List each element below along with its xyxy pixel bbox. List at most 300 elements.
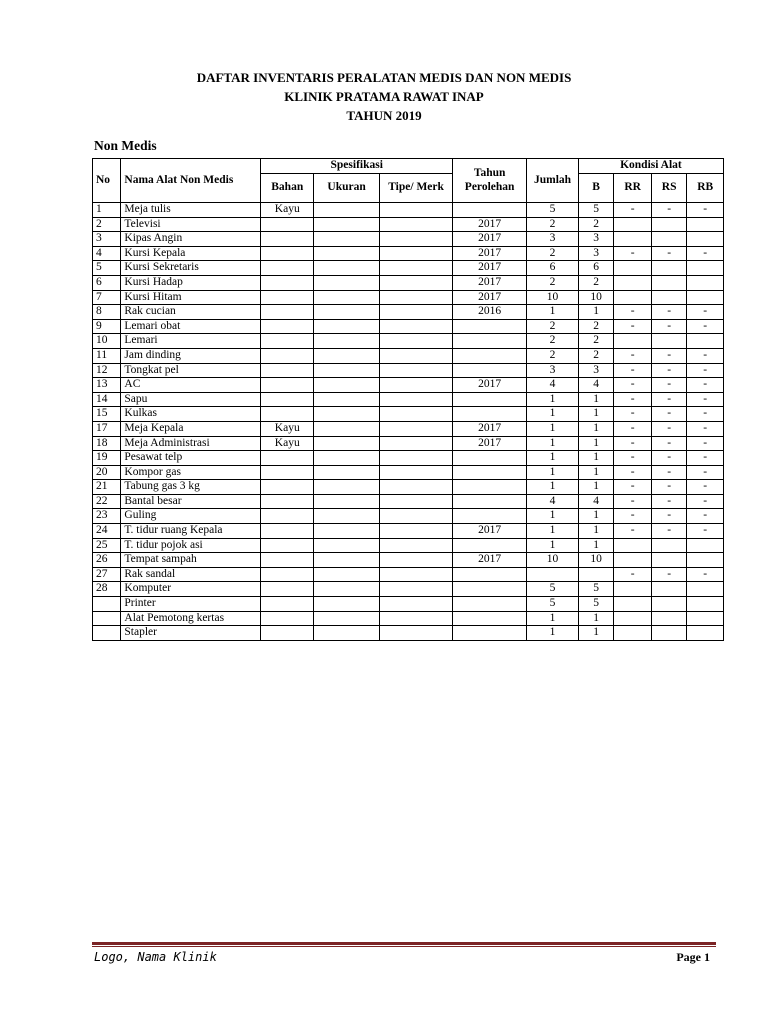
cell-jumlah: 1 — [527, 465, 579, 480]
cell-tahun: 2017 — [453, 290, 527, 305]
cell-jumlah: 10 — [527, 290, 579, 305]
cell-jumlah: 1 — [527, 509, 579, 524]
cell-rb — [687, 217, 724, 232]
table-row — [93, 465, 724, 480]
cell-rs: - — [651, 319, 687, 334]
cell-rr — [614, 626, 652, 641]
header-kondisi: Kondisi Alat — [578, 159, 723, 174]
cell-tipe-merk — [380, 567, 453, 582]
cell-bahan: Kayu — [261, 436, 314, 451]
table-row — [93, 275, 724, 290]
cell-b: 1 — [578, 305, 614, 320]
cell-tahun: 2016 — [453, 305, 527, 320]
cell-tipe-merk — [380, 275, 453, 290]
cell-rs: - — [651, 363, 687, 378]
cell-jumlah: 1 — [527, 626, 579, 641]
cell-no: 5 — [93, 261, 121, 276]
header-jumlah: Jumlah — [527, 159, 579, 203]
cell-tahun — [453, 494, 527, 509]
cell-ukuran — [314, 217, 380, 232]
cell-tipe-merk — [380, 319, 453, 334]
cell-jumlah: 1 — [527, 538, 579, 553]
cell-no: 12 — [93, 363, 121, 378]
header-tipe-merk: Tipe/ Merk — [380, 174, 453, 203]
cell-ukuran — [314, 348, 380, 363]
cell-jumlah: 2 — [527, 217, 579, 232]
cell-bahan — [261, 494, 314, 509]
cell-bahan — [261, 509, 314, 524]
header-rs: RS — [651, 174, 687, 203]
cell-name: Kursi Kepala — [121, 246, 261, 261]
cell-rb: - — [687, 348, 724, 363]
cell-name: Tempat sampah — [121, 553, 261, 568]
cell-bahan — [261, 407, 314, 422]
cell-ukuran — [314, 378, 380, 393]
document-year: TAHUN 2019 — [346, 108, 422, 123]
cell-b: 10 — [578, 290, 614, 305]
cell-bahan — [261, 611, 314, 626]
cell-b: 1 — [578, 392, 614, 407]
cell-tahun — [453, 480, 527, 495]
cell-rs — [651, 582, 687, 597]
cell-b: 1 — [578, 611, 614, 626]
cell-b: 5 — [578, 597, 614, 612]
cell-jumlah: 5 — [527, 597, 579, 612]
document-title: DAFTAR INVENTARIS PERALATAN MEDIS DAN NON MEDIS — [196, 70, 572, 85]
cell-tipe-merk — [380, 203, 453, 218]
table-row — [93, 451, 724, 466]
cell-jumlah: 1 — [527, 611, 579, 626]
cell-jumlah: 1 — [527, 524, 579, 539]
cell-b: 2 — [578, 319, 614, 334]
cell-tipe-merk — [380, 421, 453, 436]
cell-bahan — [261, 538, 314, 553]
cell-jumlah: 3 — [527, 232, 579, 247]
cell-tipe-merk — [380, 407, 453, 422]
cell-no: 18 — [93, 436, 121, 451]
cell-tipe-merk — [380, 392, 453, 407]
cell-rs: - — [651, 451, 687, 466]
cell-name: Tongkat pel — [121, 363, 261, 378]
cell-rr: - — [614, 392, 652, 407]
cell-rr: - — [614, 524, 652, 539]
table-row — [93, 334, 724, 349]
table-row — [93, 553, 724, 568]
cell-no: 20 — [93, 465, 121, 480]
cell-no: 11 — [93, 348, 121, 363]
cell-jumlah: 2 — [527, 334, 579, 349]
cell-ukuran — [314, 334, 380, 349]
cell-tahun — [453, 465, 527, 480]
cell-rr — [614, 275, 652, 290]
cell-bahan — [261, 378, 314, 393]
cell-b: 1 — [578, 436, 614, 451]
cell-rs — [651, 611, 687, 626]
cell-b: 5 — [578, 582, 614, 597]
header-no: No — [93, 159, 121, 203]
cell-ukuran — [314, 538, 380, 553]
cell-rs: - — [651, 407, 687, 422]
cell-tahun: 2017 — [453, 378, 527, 393]
cell-b: 1 — [578, 480, 614, 495]
cell-rs — [651, 275, 687, 290]
cell-tahun — [453, 567, 527, 582]
cell-rr: - — [614, 203, 652, 218]
cell-b: 10 — [578, 553, 614, 568]
cell-no: 9 — [93, 319, 121, 334]
cell-tahun: 2017 — [453, 553, 527, 568]
cell-b: 4 — [578, 378, 614, 393]
cell-name: Guling — [121, 509, 261, 524]
cell-rr: - — [614, 567, 652, 582]
table-row — [93, 392, 724, 407]
cell-bahan — [261, 246, 314, 261]
cell-rb — [687, 611, 724, 626]
cell-tahun — [453, 538, 527, 553]
cell-tipe-merk — [380, 597, 453, 612]
cell-rb — [687, 626, 724, 641]
cell-rr: - — [614, 465, 652, 480]
cell-bahan — [261, 232, 314, 247]
cell-rb: - — [687, 465, 724, 480]
cell-jumlah: 5 — [527, 203, 579, 218]
cell-bahan — [261, 319, 314, 334]
cell-bahan — [261, 480, 314, 495]
header-rr: RR — [614, 174, 652, 203]
cell-ukuran — [314, 494, 380, 509]
cell-bahan — [261, 261, 314, 276]
cell-rr — [614, 334, 652, 349]
cell-tahun: 2017 — [453, 232, 527, 247]
cell-no: 15 — [93, 407, 121, 422]
cell-name: Bantal besar — [121, 494, 261, 509]
cell-rr — [614, 538, 652, 553]
cell-no: 3 — [93, 232, 121, 247]
cell-tipe-merk — [380, 524, 453, 539]
table-row — [93, 538, 724, 553]
cell-rr — [614, 232, 652, 247]
cell-name: Rak sandal — [121, 567, 261, 582]
cell-tahun — [453, 348, 527, 363]
cell-tahun: 2017 — [453, 421, 527, 436]
cell-bahan — [261, 597, 314, 612]
cell-jumlah: 1 — [527, 407, 579, 422]
cell-rb: - — [687, 407, 724, 422]
cell-bahan: Kayu — [261, 421, 314, 436]
cell-name: Printer — [121, 597, 261, 612]
cell-b: 2 — [578, 217, 614, 232]
cell-no: 7 — [93, 290, 121, 305]
cell-rs — [651, 626, 687, 641]
cell-rs: - — [651, 392, 687, 407]
cell-jumlah: 1 — [527, 480, 579, 495]
table-row — [93, 626, 724, 641]
cell-rs: - — [651, 509, 687, 524]
cell-tahun — [453, 597, 527, 612]
cell-bahan — [261, 217, 314, 232]
cell-rb: - — [687, 436, 724, 451]
cell-jumlah: 4 — [527, 378, 579, 393]
cell-no: 6 — [93, 275, 121, 290]
cell-rb: - — [687, 246, 724, 261]
cell-tahun — [453, 509, 527, 524]
cell-tipe-merk — [380, 494, 453, 509]
cell-jumlah: 5 — [527, 582, 579, 597]
cell-rb — [687, 582, 724, 597]
cell-rs: - — [651, 465, 687, 480]
cell-no — [93, 611, 121, 626]
cell-bahan: Kayu — [261, 203, 314, 218]
cell-ukuran — [314, 582, 380, 597]
cell-no: 24 — [93, 524, 121, 539]
cell-b: 1 — [578, 421, 614, 436]
cell-ukuran — [314, 524, 380, 539]
cell-rr: - — [614, 421, 652, 436]
cell-rb: - — [687, 305, 724, 320]
cell-tahun — [453, 626, 527, 641]
cell-name: Kursi Hadap — [121, 275, 261, 290]
cell-tahun — [453, 451, 527, 466]
cell-name: T. tidur ruang Kepala — [121, 524, 261, 539]
cell-tahun: 2017 — [453, 217, 527, 232]
cell-tipe-merk — [380, 290, 453, 305]
cell-no: 8 — [93, 305, 121, 320]
cell-ukuran — [314, 261, 380, 276]
cell-rr: - — [614, 363, 652, 378]
cell-rs — [651, 290, 687, 305]
cell-rb — [687, 275, 724, 290]
cell-ukuran — [314, 275, 380, 290]
cell-jumlah: 2 — [527, 319, 579, 334]
cell-rb — [687, 232, 724, 247]
cell-rr: - — [614, 407, 652, 422]
cell-bahan — [261, 348, 314, 363]
cell-rb: - — [687, 319, 724, 334]
cell-ukuran — [314, 480, 380, 495]
cell-name: Stapler — [121, 626, 261, 641]
cell-rb: - — [687, 378, 724, 393]
cell-tipe-merk — [380, 626, 453, 641]
cell-rs: - — [651, 246, 687, 261]
cell-b: 3 — [578, 232, 614, 247]
cell-rr: - — [614, 494, 652, 509]
cell-name: Lemari obat — [121, 319, 261, 334]
cell-jumlah: 4 — [527, 494, 579, 509]
document-title-block — [0, 68, 768, 125]
cell-rs: - — [651, 378, 687, 393]
cell-rb — [687, 334, 724, 349]
cell-ukuran — [314, 626, 380, 641]
table-row — [93, 480, 724, 495]
cell-rr — [614, 261, 652, 276]
cell-b: 1 — [578, 538, 614, 553]
table-row — [93, 217, 724, 232]
cell-rb: - — [687, 421, 724, 436]
cell-ukuran — [314, 597, 380, 612]
cell-tahun: 2017 — [453, 275, 527, 290]
cell-jumlah: 6 — [527, 261, 579, 276]
table-row — [93, 290, 724, 305]
table-row — [93, 203, 724, 218]
cell-rr: - — [614, 378, 652, 393]
cell-tipe-merk — [380, 582, 453, 597]
section-title: Non Medis — [94, 138, 157, 153]
cell-ukuran — [314, 553, 380, 568]
cell-tipe-merk — [380, 334, 453, 349]
inventory-table — [92, 158, 724, 641]
cell-rs: - — [651, 436, 687, 451]
cell-b: 5 — [578, 203, 614, 218]
cell-rs — [651, 334, 687, 349]
cell-rs — [651, 597, 687, 612]
table-row — [93, 436, 724, 451]
cell-no: 27 — [93, 567, 121, 582]
cell-rs: - — [651, 480, 687, 495]
cell-jumlah: 2 — [527, 246, 579, 261]
cell-tahun: 2017 — [453, 524, 527, 539]
cell-tahun — [453, 319, 527, 334]
cell-no: 21 — [93, 480, 121, 495]
cell-no: 25 — [93, 538, 121, 553]
cell-rb: - — [687, 524, 724, 539]
header-name: Nama Alat Non Medis — [121, 159, 261, 203]
cell-ukuran — [314, 319, 380, 334]
table-row — [93, 305, 724, 320]
cell-name: AC — [121, 378, 261, 393]
table-row — [93, 246, 724, 261]
cell-bahan — [261, 275, 314, 290]
footer-clinic-logo-text: Logo, Nama Klinik — [94, 950, 217, 964]
cell-ukuran — [314, 290, 380, 305]
cell-b: 1 — [578, 509, 614, 524]
cell-tahun — [453, 363, 527, 378]
inventory-table-body — [93, 203, 724, 641]
cell-tahun: 2017 — [453, 436, 527, 451]
cell-tahun — [453, 582, 527, 597]
cell-tipe-merk — [380, 232, 453, 247]
cell-ukuran — [314, 305, 380, 320]
cell-rr: - — [614, 480, 652, 495]
cell-no: 26 — [93, 553, 121, 568]
cell-name: Rak cucian — [121, 305, 261, 320]
cell-b: 1 — [578, 626, 614, 641]
cell-name: Sapu — [121, 392, 261, 407]
cell-ukuran — [314, 392, 380, 407]
table-row — [93, 509, 724, 524]
cell-ukuran — [314, 611, 380, 626]
cell-b: 2 — [578, 334, 614, 349]
cell-name: Kulkas — [121, 407, 261, 422]
cell-jumlah — [527, 567, 579, 582]
cell-bahan — [261, 305, 314, 320]
table-row — [93, 319, 724, 334]
cell-tahun — [453, 334, 527, 349]
cell-ukuran — [314, 203, 380, 218]
cell-b: 3 — [578, 363, 614, 378]
cell-rr — [614, 290, 652, 305]
cell-rs: - — [651, 348, 687, 363]
cell-jumlah: 1 — [527, 436, 579, 451]
cell-tipe-merk — [380, 538, 453, 553]
cell-tipe-merk — [380, 465, 453, 480]
cell-rb: - — [687, 494, 724, 509]
cell-name: Televisi — [121, 217, 261, 232]
cell-rs: - — [651, 203, 687, 218]
footer-rule-thick — [92, 942, 716, 945]
cell-b: 2 — [578, 275, 614, 290]
cell-rr: - — [614, 246, 652, 261]
cell-rb — [687, 553, 724, 568]
cell-rr — [614, 611, 652, 626]
cell-no: 28 — [93, 582, 121, 597]
cell-rs — [651, 261, 687, 276]
cell-name: Lemari — [121, 334, 261, 349]
cell-bahan — [261, 392, 314, 407]
cell-tipe-merk — [380, 480, 453, 495]
cell-name: Jam dinding — [121, 348, 261, 363]
cell-rs: - — [651, 524, 687, 539]
cell-rr: - — [614, 451, 652, 466]
cell-tahun — [453, 392, 527, 407]
cell-tipe-merk — [380, 378, 453, 393]
cell-tahun — [453, 407, 527, 422]
cell-bahan — [261, 524, 314, 539]
cell-b: 6 — [578, 261, 614, 276]
cell-no: 22 — [93, 494, 121, 509]
table-row — [93, 494, 724, 509]
cell-ukuran — [314, 246, 380, 261]
cell-bahan — [261, 567, 314, 582]
cell-rs: - — [651, 494, 687, 509]
cell-rb — [687, 290, 724, 305]
cell-ukuran — [314, 451, 380, 466]
cell-name: Tabung gas 3 kg — [121, 480, 261, 495]
cell-name: Kursi Sekretaris — [121, 261, 261, 276]
cell-no: 14 — [93, 392, 121, 407]
cell-rr — [614, 597, 652, 612]
cell-rr — [614, 217, 652, 232]
cell-name: Pesawat telp — [121, 451, 261, 466]
header-spesifikasi: Spesifikasi — [261, 159, 453, 174]
cell-ukuran — [314, 465, 380, 480]
cell-tipe-merk — [380, 217, 453, 232]
cell-tahun: 2017 — [453, 246, 527, 261]
table-row — [93, 378, 724, 393]
table-row — [93, 348, 724, 363]
cell-bahan — [261, 582, 314, 597]
cell-no: 4 — [93, 246, 121, 261]
cell-rb: - — [687, 567, 724, 582]
cell-no: 2 — [93, 217, 121, 232]
cell-no: 10 — [93, 334, 121, 349]
cell-rs — [651, 553, 687, 568]
cell-b: 1 — [578, 451, 614, 466]
cell-rb — [687, 597, 724, 612]
cell-tipe-merk — [380, 451, 453, 466]
cell-name: Kompor gas — [121, 465, 261, 480]
cell-rr: - — [614, 319, 652, 334]
cell-ukuran — [314, 567, 380, 582]
cell-rs: - — [651, 305, 687, 320]
cell-b: 3 — [578, 246, 614, 261]
cell-tipe-merk — [380, 611, 453, 626]
header-ukuran: Ukuran — [314, 174, 380, 203]
cell-tipe-merk — [380, 436, 453, 451]
table-row — [93, 421, 724, 436]
cell-name: Kursi Hitam — [121, 290, 261, 305]
cell-rb: - — [687, 392, 724, 407]
cell-no: 13 — [93, 378, 121, 393]
